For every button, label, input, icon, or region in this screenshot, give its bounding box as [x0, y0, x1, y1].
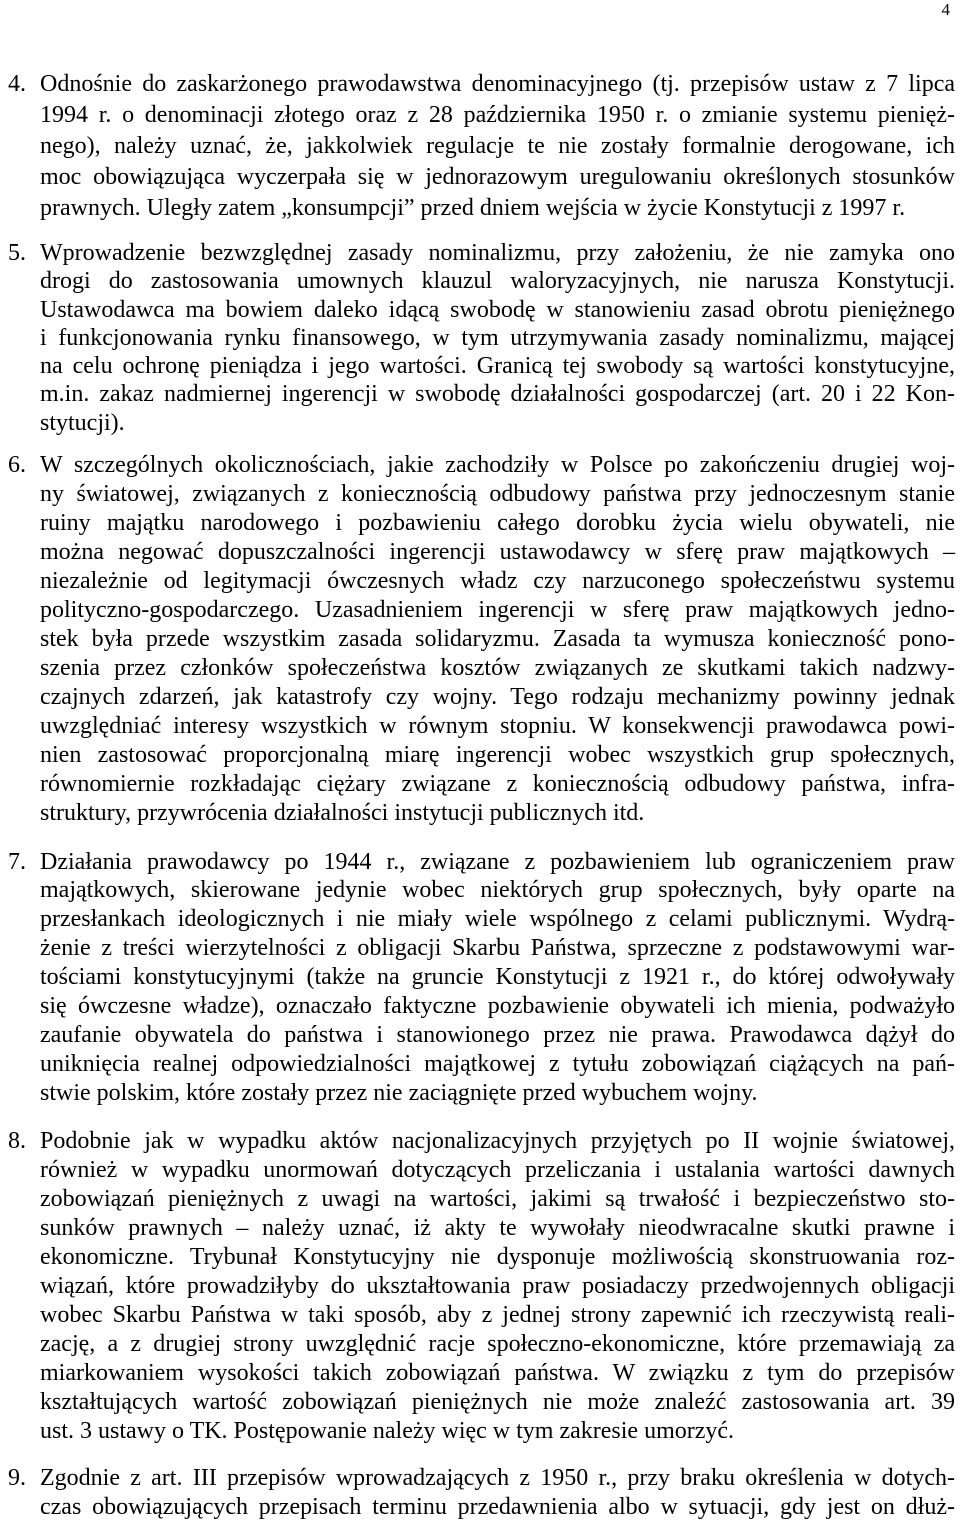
- text-line: na celu ochronę pieniądza i jego wartości. Granicą tej swobody są wartości konstytucyjne,: [40, 353, 955, 380]
- text-line: struktury, przywrócenia działalności instytucji publicznych itd.: [40, 799, 645, 826]
- text-line: Odnośnie do zaskarżonego prawodawstwa denominacyjnego (tj. przepisów ustaw z 7 lipca: [40, 70, 955, 97]
- paragraph-number: 7.: [8, 848, 26, 875]
- text-line: zację, a z drugiej strony uwzględnić racje społeczno-ekonomiczne, które przemawiają za: [40, 1330, 955, 1357]
- paragraph-body: [40, 848, 955, 1108]
- text-line: moc obowiązująca wyczerpała się w jednorazowym uregulowaniu określonych stosunków: [40, 163, 955, 190]
- text-line: stwie polskim, które zostały przez nie zaciągnięte przed wybuchem wojny.: [40, 1079, 758, 1106]
- paragraph-body: [40, 69, 955, 224]
- text-line: wobec Skarbu Państwa w taki sposób, aby z jednej strony zapewnić ich rzeczywistą reali-: [40, 1301, 955, 1328]
- text-line: prawnych. Uległy zatem „konsumpcji” przed dniem wejścia w życie Konstytucji z 1997 r.: [40, 194, 906, 221]
- text-line: nien zastosować proporcjonalną miarę ingerencji wobec wszystkich grup społecznych,: [40, 741, 955, 768]
- text-line: zaufanie obywatela do państwa i stanowionego przez nie prawa. Prawodawca dążył do: [40, 1021, 955, 1048]
- paragraph-body: [40, 451, 955, 828]
- text-line: tościami konstytucyjnymi (także na gruncie Konstytucji z 1921 r., do której odwoływały: [40, 964, 955, 991]
- text-line: uniknięcia realnej odpowiedzialności majątkowej z tytułu zobowiązań ciążących na pań-: [40, 1050, 955, 1077]
- text-line: m.in. zakaz nadmiernej ingerencji w swobodę działalności gospodarczej (art. 20 i 22 Kon-: [40, 381, 955, 408]
- text-line: Podobnie jak w wypadku aktów nacjonalizacyjnych przyjętych po II wojnie światowej,: [40, 1127, 955, 1154]
- text-line: czas obowiązujących przepisach terminu przedawnienia albo w sytuacji, gdy jest on dłuż-: [40, 1493, 955, 1520]
- text-line: niezależnie od legitymacji ówczesnych władz czy narzuconego społeczeństwu systemu: [40, 567, 955, 594]
- text-line: również w wypadku unormowań dotyczących przeliczania i ustalania wartości dawnych: [40, 1156, 955, 1183]
- text-line: i funkcjonowania rynku finansowego, w tym utrzymywania zasady nominalizmu, mającej: [40, 324, 955, 351]
- text-line: równomiernie rozkładając ciężary związane z koniecznością odbudowy państwa, infra-: [40, 770, 955, 797]
- paragraph-body: [40, 1127, 955, 1446]
- text-line: czajnych zdarzeń, jak katastrofy czy wojny. Tego rodzaju mechanizmy powinny jednak: [40, 683, 955, 710]
- paragraph-number: 6.: [8, 451, 26, 478]
- text-line: ekonomiczne. Trybunał Konstytucyjny nie dysponuje możliwością skonstruowania roz-: [40, 1243, 955, 1270]
- page-number: 4: [941, 0, 950, 19]
- text-line: W szczególnych okolicznościach, jakie zachodziły w Polsce po zakończeniu drugiej woj-: [40, 451, 955, 478]
- text-line: stytucji).: [40, 409, 125, 436]
- paragraph-number: 9.: [8, 1465, 26, 1491]
- text-line: uwzględniać interesy wszystkich w równym stopniu. W konsekwencji prawodawca powi-: [40, 712, 955, 739]
- text-line: nego), należy uznać, że, jakkolwiek regulacje te nie zostały formalnie derogowane, ich: [40, 132, 955, 159]
- text-line: ust. 3 ustawy o TK. Postępowanie należy więc w tym zakresie umorzyć.: [40, 1417, 735, 1444]
- text-line: zobowiązań pieniężnych z uwagi na wartości, jakimi są trwałość i bezpieczeństwo sto-: [40, 1185, 955, 1212]
- text-line: drogi do zastosowania umownych klauzul waloryzacyjnych, nie narusza Konstytucji.: [40, 268, 955, 295]
- text-line: Ustawodawca ma bowiem daleko idącą swobodę w stanowieniu zasad obrotu pieniężnego: [40, 296, 955, 323]
- text-line: przesłankach ideologicznych i nie miały wiele wspólnego z celami publicznymi. Wydrą-: [40, 906, 955, 933]
- paragraph-number: 8.: [8, 1127, 26, 1154]
- text-line: majątkowych, skierowane jedynie wobec niektórych grup społecznych, były oparte na: [40, 877, 955, 904]
- text-line: Wprowadzenie bezwzględnej zasady nominalizmu, przy założeniu, że nie zamyka ono: [40, 240, 955, 266]
- text-line: wiązań, które prowadziłyby do ukształtowania praw posiadaczy przedwojennych obligacji: [40, 1272, 955, 1299]
- text-line: kształtujących wartość zobowiązań pieniężnych nie może znaleźć zastosowania art. 39: [40, 1388, 955, 1415]
- text-line: szenia przez członków społeczeństwa kosztów związanych ze skutkami takich nadzwy-: [40, 654, 955, 681]
- text-line: Działania prawodawcy po 1944 r., związane z pozbawieniem lub ograniczeniem praw: [40, 848, 955, 875]
- text-line: ruiny majątku narodowego i pozbawieniu całego dorobku życia wielu obywateli, nie: [40, 509, 955, 536]
- paragraph-number: 5.: [8, 240, 26, 266]
- paragraph-body: [40, 1464, 955, 1521]
- text-line: 1994 r. o denominacji złotego oraz z 28 października 1950 r. o zmianie systemu pienięż-: [40, 101, 955, 128]
- paragraph-number: 4.: [8, 70, 26, 97]
- text-line: sunków prawnych – należy uznać, iż akty te wywołały nieodwracalne skutki prawne i: [40, 1214, 955, 1241]
- text-line: Zgodnie z art. III przepisów wprowadzających z 1950 r., przy braku określenia w dotych-: [40, 1465, 955, 1491]
- text-line: się ówczesne władze), oznaczało faktyczne pozbawienie obywateli ich mienia, podważyło: [40, 993, 955, 1020]
- text-line: żenie z treści wierzytelności z obligacji Skarbu Państwa, sprzeczne z podstawowymi war-: [40, 935, 955, 962]
- text-line: polityczno-gospodarczego. Uzasadnieniem ingerencji w sferę praw majątkowych jedno-: [40, 596, 955, 623]
- text-line: stek była przede wszystkim zasada solidaryzmu. Zasada ta wymusza konieczność pono-: [40, 625, 955, 652]
- paragraph-body: [40, 239, 955, 437]
- text-line: ny światowej, związanych z koniecznością odbudowy państwa przy jednoczesnym stanie: [40, 480, 955, 507]
- text-line: miarkowaniem wysokości takich zobowiązań państwa. W związku z tym do przepisów: [40, 1359, 955, 1386]
- text-line: można negować dopuszczalności ingerencji ustawodawcy w sferę praw majątkowych –: [40, 538, 955, 565]
